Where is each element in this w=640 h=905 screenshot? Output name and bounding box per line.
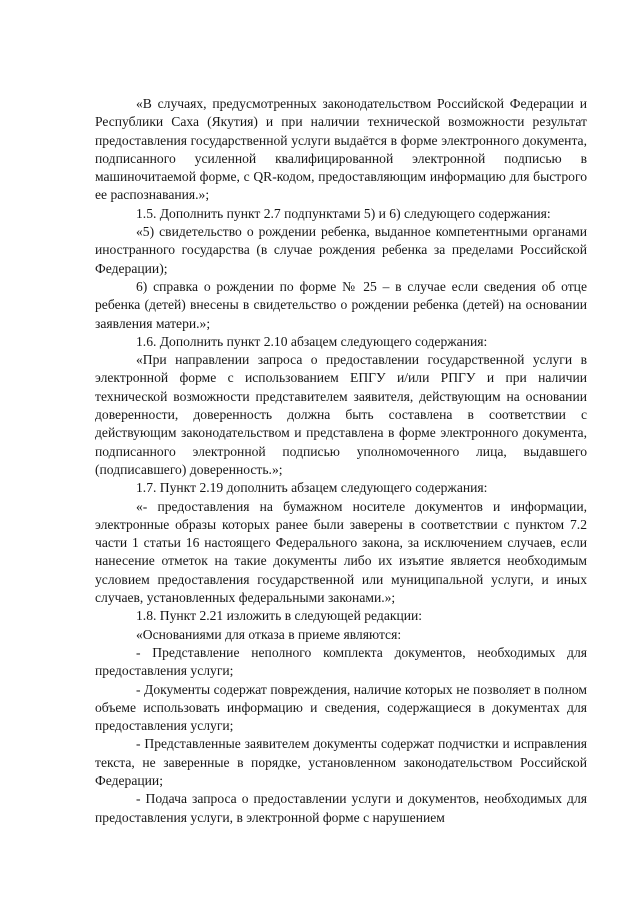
paragraph-power-of-attorney: «При направлении запроса о предоставлении государственной услуги в электронной форме с использованием ЕПГУ и/или РПГУ и при наличии технической возможности представителем заявителя, действующим на основании доверенности, доверенность должна быть составлена в соответствии с действующим законодательством и представлена в форме электронного документа, подписанного электронной подписью уполномоченного лица, выдавшего (подписавшего) доверенность.»;	[95, 352, 587, 477]
paragraph-incomplete-set: - Представление неполного комплекта документов, необходимых для предоставления услуги;	[95, 644, 587, 679]
paragraph-item-1-7: 1.7. Пункт 2.19 дополнить абзацем следующего содержания:	[136, 480, 488, 496]
paragraph-item-1-6: 1.6. Дополнить пункт 2.10 абзацем следующего содержания:	[136, 333, 488, 349]
paragraph-subitem-6: 6) справка о рождении по форме № 25 – в случае если сведения об отце ребенка (детей) внесены в свидетельство о рождении ребенка (детей) на основании заявления матери.»;	[95, 278, 587, 331]
paragraph-result-format: «В случаях, предусмотренных законодательством Российской Федерации и Республики Саха (Якутия) и при наличии технической возможности результат предоставления государственной услуги выдаётся в форме электронного документа, подписанного усиленной квалифицированной электронной подписью в машиночитаемой форме, с QR-кодом, предоставляющим информацию для быстрого ее распознавания.»;	[95, 96, 587, 203]
paragraph-paper-documents: «- предоставления на бумажном носителе документов и информации, электронные образы которых ранее были заверены в соответствии с пунктом 7.2 части 1 статьи 16 настоящего Федерального закона, за исключением случаев, если нанесение отметок на такие документы либо их изъятие является необходимым условием предоставления государственной или муниципальной услуги, и иных случаев, установленных федеральными законами.»;	[95, 498, 587, 606]
paragraph-item-1-8: 1.8. Пункт 2.21 изложить в следующей редакции:	[136, 608, 423, 624]
paragraph-electronic-submission: - Подача запроса о предоставлении услуги и документов, необходимых для предоставления услуги, в электронной форме с нарушением	[95, 791, 587, 825]
paragraph-damaged-documents: - Документы содержат повреждения, наличие которых не позволяет в полном объеме использовать информацию и сведения, содержащиеся в документах для предоставления услуги;	[95, 681, 587, 734]
paragraph-refusal-grounds: «Основаниями для отказа в приеме являются:	[136, 626, 402, 642]
document-body	[95, 95, 587, 827]
paragraph-subitem-5: «5) свидетельство о рождении ребенка, выданное компетентными органами иностранного государства (в случае рождения ребенка за пределами Российской Федерации);	[95, 224, 587, 276]
paragraph-corrections: - Представленные заявителем документы содержат подчистки и исправления текста, не заверенные в порядке, установленном законодательством Российской Федерации;	[95, 736, 587, 788]
paragraph-item-1-5: 1.5. Дополнить пункт 2.7 подпунктами 5) и 6) следующего содержания:	[136, 205, 551, 221]
